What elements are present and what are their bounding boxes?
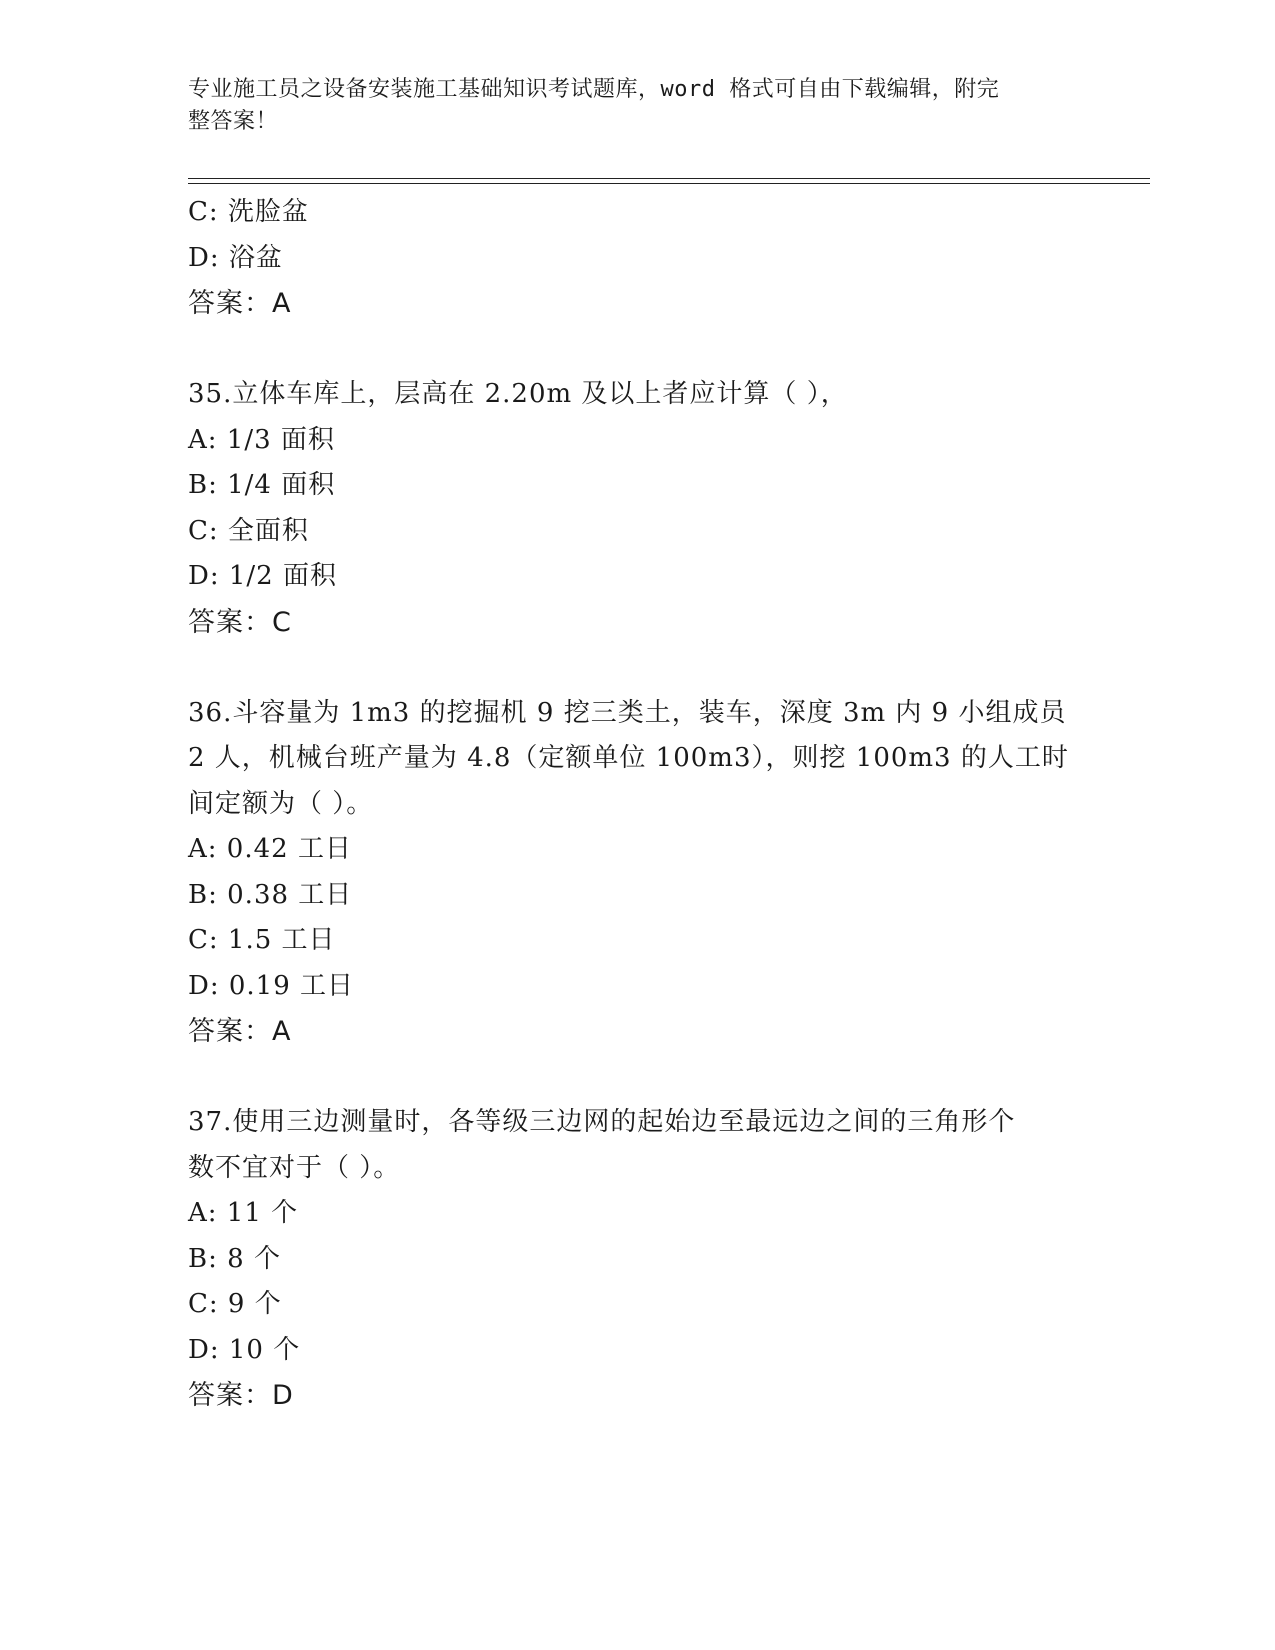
option-b: B: 8 个 — [188, 1243, 281, 1274]
option-b: B: 1/4 面积 — [188, 470, 336, 500]
question-spacer — [188, 645, 1088, 691]
option-c: C: 全面积 — [188, 515, 309, 546]
option-c: C: 洗脸盆 — [188, 197, 309, 227]
header-divider-top — [188, 178, 1150, 179]
question-stem-line-1: 36.斗容量为 1m3 的挖掘机 9 挖三类土，装车，深度 3m 内 9 小组成员 — [188, 697, 1067, 728]
question-stem-line-1: 37.使用三边测量时，各等级三边网的起始边至最远边之间的三角形个 — [188, 1107, 1016, 1137]
option-d: D: 浴盆 — [188, 242, 283, 273]
question-spacer — [188, 1055, 1088, 1101]
option-d: D: 1/2 面积 — [188, 561, 337, 591]
option-c: C: 1.5 工日 — [188, 925, 336, 955]
answer-line: 答案：D — [188, 1380, 294, 1411]
question-list — [188, 190, 1088, 1419]
option-a: A: 1/3 面积 — [188, 424, 335, 455]
document-header — [188, 74, 1068, 138]
question-stem-line-3: 间定额为（ ）。 — [188, 788, 374, 819]
option-d: D: 10 个 — [188, 1334, 301, 1365]
answer-line: 答案：A — [188, 1016, 292, 1047]
question-34-tail — [188, 190, 1088, 327]
question-37 — [188, 1100, 1088, 1419]
option-a: A: 11 个 — [188, 1198, 299, 1228]
option-b: B: 0.38 工日 — [188, 879, 353, 910]
header-title-line-1: 专业施工员之设备安装施工基础知识考试题库，word 格式可自由下载编辑，附完 — [188, 77, 1000, 102]
header-divider-bottom — [188, 183, 1150, 184]
question-35 — [188, 372, 1088, 645]
option-a: A: 0.42 工日 — [188, 834, 352, 864]
option-d: D: 0.19 工日 — [188, 970, 355, 1001]
header-title-line-2: 整答案！ — [188, 109, 279, 134]
question-stem-line-2: 2 人，机械台班产量为 4.8（定额单位 100m3），则挖 100m3 的人工时 — [188, 743, 1069, 773]
option-c: C: 9 个 — [188, 1289, 282, 1319]
question-spacer — [188, 327, 1088, 373]
question-stem: 35.立体车库上，层高在 2.20m 及以上者应计算（ ）， — [188, 379, 848, 409]
answer-line: 答案：A — [188, 288, 292, 319]
answer-line: 答案：C — [188, 606, 292, 638]
question-stem-line-2: 数不宜对于（ ）。 — [188, 1152, 401, 1183]
question-36 — [188, 691, 1088, 1055]
